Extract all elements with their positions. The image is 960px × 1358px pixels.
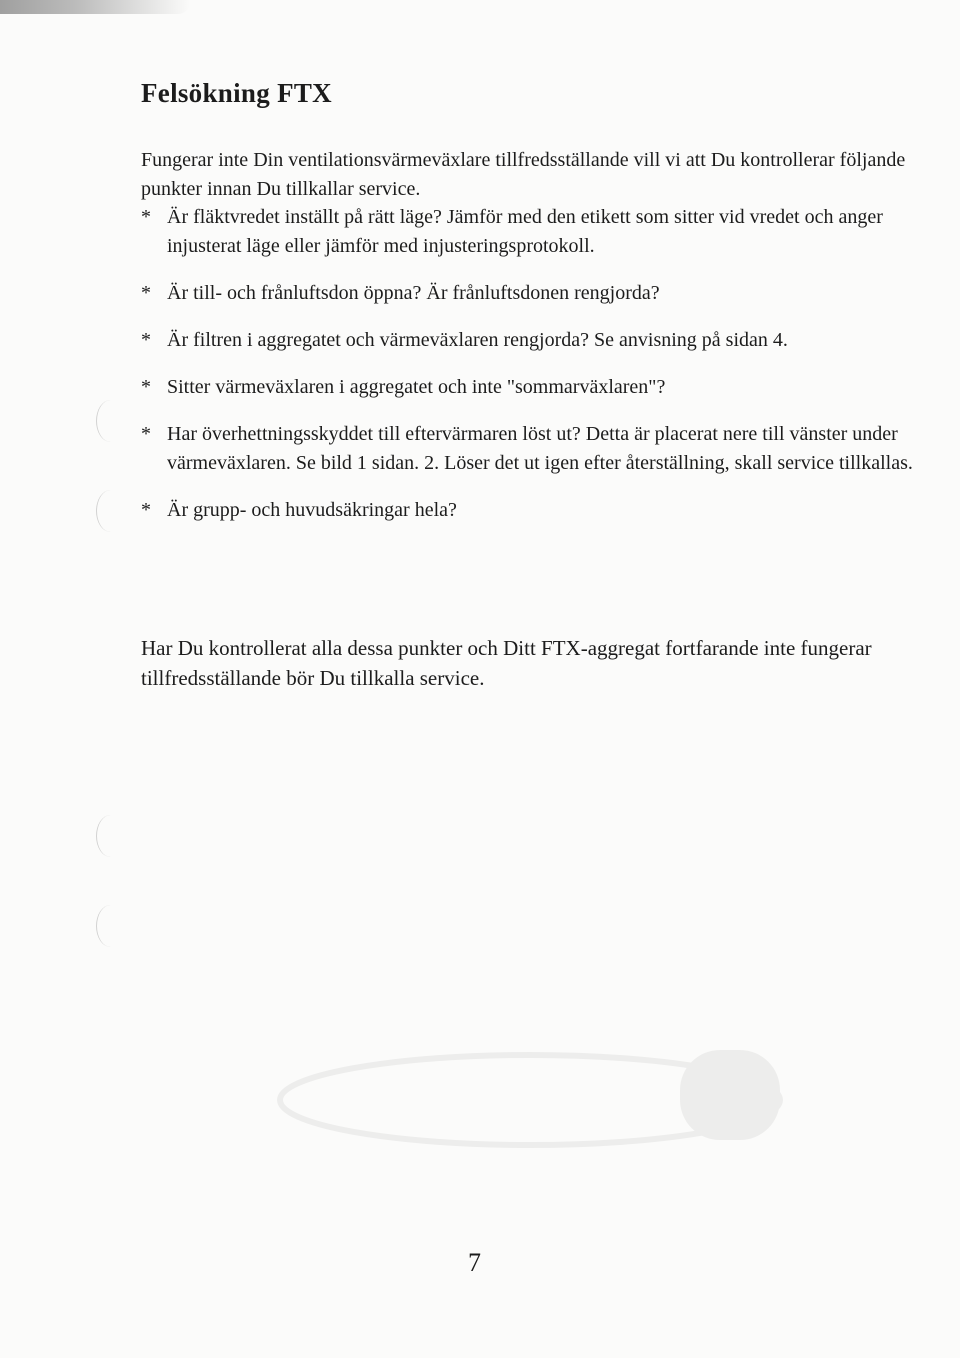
checklist-item-text: Sitter värmeväxlaren i aggregatet och inte "sommarväxlaren"? bbox=[167, 376, 666, 398]
checklist-item-text: Har överhettningsskyddet till eftervärmaren löst ut? Detta är placerat nere till vänster under värmeväxlaren. Se bild 1 sidan. 2. Löser det ut igen efter återställning, skall service tillkallas. bbox=[167, 423, 913, 474]
checklist-item-text: Är filtren i aggregatet och värmeväxlaren rengjorda? Se anvisning på sidan 4. bbox=[167, 329, 788, 351]
checklist-item-text: Är grupp- och huvudsäkringar hela? bbox=[167, 499, 457, 521]
checklist-item bbox=[141, 326, 921, 355]
bullet-marker: * bbox=[141, 206, 151, 228]
bullet-marker: * bbox=[141, 282, 151, 304]
checklist-item bbox=[141, 373, 921, 402]
checklist-item bbox=[141, 496, 921, 525]
checklist-item bbox=[141, 279, 921, 308]
scan-corner-mark bbox=[0, 0, 190, 14]
closing-paragraph: Har Du kontrollerat alla dessa punkter och Ditt FTX-aggregat fortfarande inte fungerar tillfredsställande bör Du tillkalla service. bbox=[141, 636, 872, 690]
bullet-marker: * bbox=[141, 329, 151, 351]
page-title: Felsökning FTX bbox=[141, 78, 332, 109]
punch-hole-mark bbox=[96, 815, 125, 857]
punch-hole-mark bbox=[96, 400, 125, 442]
page-number: 7 bbox=[468, 1248, 481, 1277]
checklist-item-text: Är fläktvredet inställt på rätt läge? Jämför med den etikett som sitter vid vredet och anger injusterat läge eller jämför med injusteringsprotokoll. bbox=[167, 206, 883, 257]
bullet-marker: * bbox=[141, 499, 151, 521]
bullet-marker: * bbox=[141, 423, 151, 445]
checklist-item-text: Är till- och frånluftsdon öppna? Är frånluftsdonen rengjorda? bbox=[167, 282, 660, 304]
faint-watermark-logo bbox=[260, 1040, 800, 1190]
checklist bbox=[141, 203, 921, 543]
punch-hole-mark bbox=[96, 905, 125, 947]
intro-paragraph: Fungerar inte Din ventilationsvärmeväxlare tillfredsställande vill vi att Du kontrollerar följande punkter innan Du tillkallar service. bbox=[141, 149, 906, 200]
punch-hole-mark bbox=[96, 490, 125, 532]
checklist-item bbox=[141, 203, 921, 261]
bullet-marker: * bbox=[141, 376, 151, 398]
checklist-item bbox=[141, 420, 921, 478]
